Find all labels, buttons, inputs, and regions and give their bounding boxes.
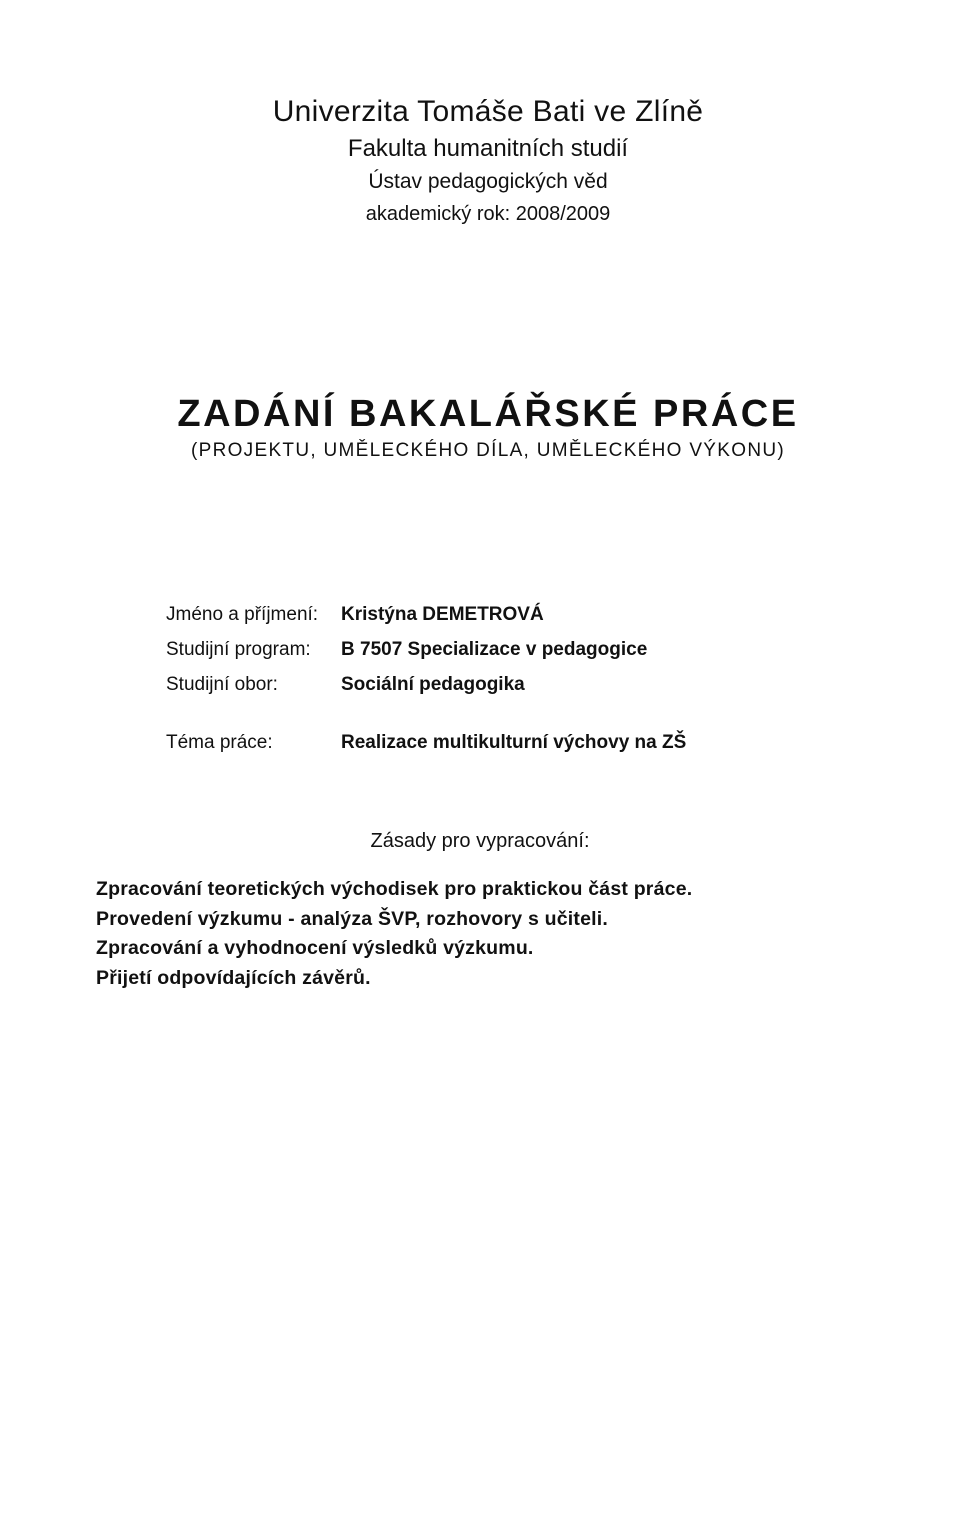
thesis-topic-row	[166, 725, 686, 760]
document-title: ZADÁNÍ BAKALÁŘSKÉ PRÁCE	[177, 393, 799, 435]
title-block	[0, 392, 960, 464]
principle-item: Přijetí odpovídajících závěrů.	[96, 966, 371, 989]
name-label: Jméno a příjmení:	[166, 603, 319, 625]
principle-item: Zpracování teoretických východisek pro praktickou část práce.	[96, 878, 693, 900]
university-name: Univerzita Tomáše Bati ve Zlíně	[272, 95, 704, 128]
field-label: Studijní obor:	[166, 673, 278, 695]
topic-value: Realizace multikulturní výchovy na ZŠ	[341, 731, 687, 753]
principle-item: Provedení výzkumu - analýza ŠVP, rozhovory s učiteli.	[96, 907, 609, 930]
student-info	[166, 597, 647, 702]
program-label: Studijní program:	[166, 638, 311, 660]
document-subtitle: (PROJEKTU, UMĚLECKÉHO DÍLA, UMĚLECKÉHO VÝKONU)	[190, 440, 785, 461]
institute-name: Ústav pedagogických věd	[368, 170, 608, 193]
principles-list	[96, 875, 692, 993]
faculty-name: Fakulta humanitních studií	[347, 135, 629, 162]
academic-year: akademický rok: 2008/2009	[365, 203, 611, 225]
principle-item: Zpracování a vyhodnocení výsledků výzkumu.	[96, 937, 534, 959]
program-value: B 7507 Specializace v pedagogice	[341, 638, 648, 660]
document-header	[0, 92, 960, 230]
info-row-program	[166, 632, 647, 667]
principles-heading: Zásady pro vypracování:	[370, 830, 590, 852]
info-row-field	[166, 667, 647, 702]
name-value: Kristýna DEMETROVÁ	[341, 603, 544, 625]
field-value: Sociální pedagogika	[341, 673, 525, 695]
topic-label: Téma práce:	[166, 731, 273, 753]
info-row-name	[166, 597, 647, 632]
